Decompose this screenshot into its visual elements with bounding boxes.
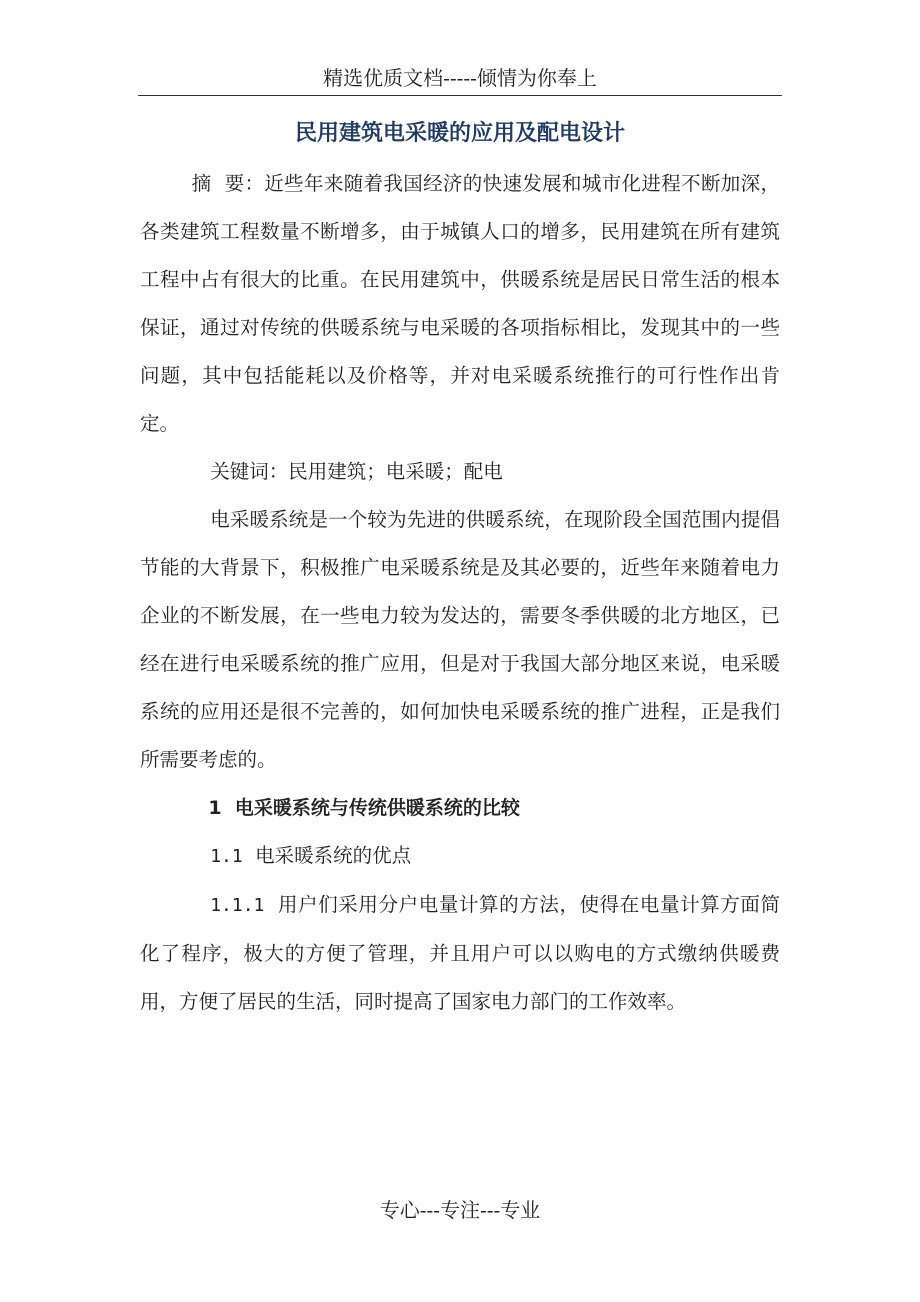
abstract-paragraph [140, 160, 780, 448]
header-divider [138, 95, 782, 96]
page-header: 精选优质文档-----倾情为你奉上 [323, 66, 597, 90]
document-title: 民用建筑电采暖的应用及配电设计 [294, 121, 625, 146]
section-1-heading [140, 784, 780, 832]
document-body [140, 160, 780, 1026]
section-1-number: 1 [208, 797, 222, 819]
section-1-1-title: 电采暖系统的优点 [255, 844, 412, 867]
keywords-label: 关键词： [210, 460, 289, 483]
section-1-1-1-number: 1.1.1 [210, 895, 265, 916]
section-1-1-1-paragraph [140, 881, 780, 1026]
keywords-text: 民用建筑；电采暖；配电 [288, 460, 503, 483]
abstract-text: 近些年来随着我国经济的快速发展和城市化进程不断加深，各类建筑工程数量不断增多，由于城镇人口的增多，民用建筑在所有建筑工程中占有很大的比重。在民用建筑中，供暖系统是居民日常生活的根本保证，通过对传统的供暖系统与电采暖的各项指标相比，发现其中的一些问题，其中包括能耗以及价格等，并对电采暖系统推行的可行性作出肯定。 [140, 172, 780, 435]
section-1-1-heading [140, 832, 780, 881]
section-1-1-number: 1.1 [210, 846, 243, 867]
section-1-1-1-text: 用户们采用分户电量计算的方法，使得在电量计算方面简化了程序，极大的方便了管理，并且用户可以以购电的方式缴纳供暖费用，方便了居民的生活，同时提高了国家电力部门的工作效率。 [140, 893, 780, 1013]
intro-paragraph: 电采暖系统是一个较为先进的供暖系统，在现阶段全国范围内提倡节能的大背景下，积极推广电采暖系统是及其必要的，近些年来随着电力企业的不断发展，在一些电力较为发达的，需要冬季供暖的北方地区，已经在进行电采暖系统的推广应用，但是对于我国大部分地区来说，电采暖系统的应用还是很不完善的，如何加快电采暖系统的推广进程，正是我们所需要考虑的。 [140, 508, 780, 771]
section-1-title: 电采暖系统与传统供暖系统的比较 [234, 797, 520, 819]
page-footer: 专心---专注---专业 [379, 1198, 541, 1222]
keywords-paragraph [140, 448, 780, 496]
abstract-label: 摘 要： [191, 172, 265, 195]
